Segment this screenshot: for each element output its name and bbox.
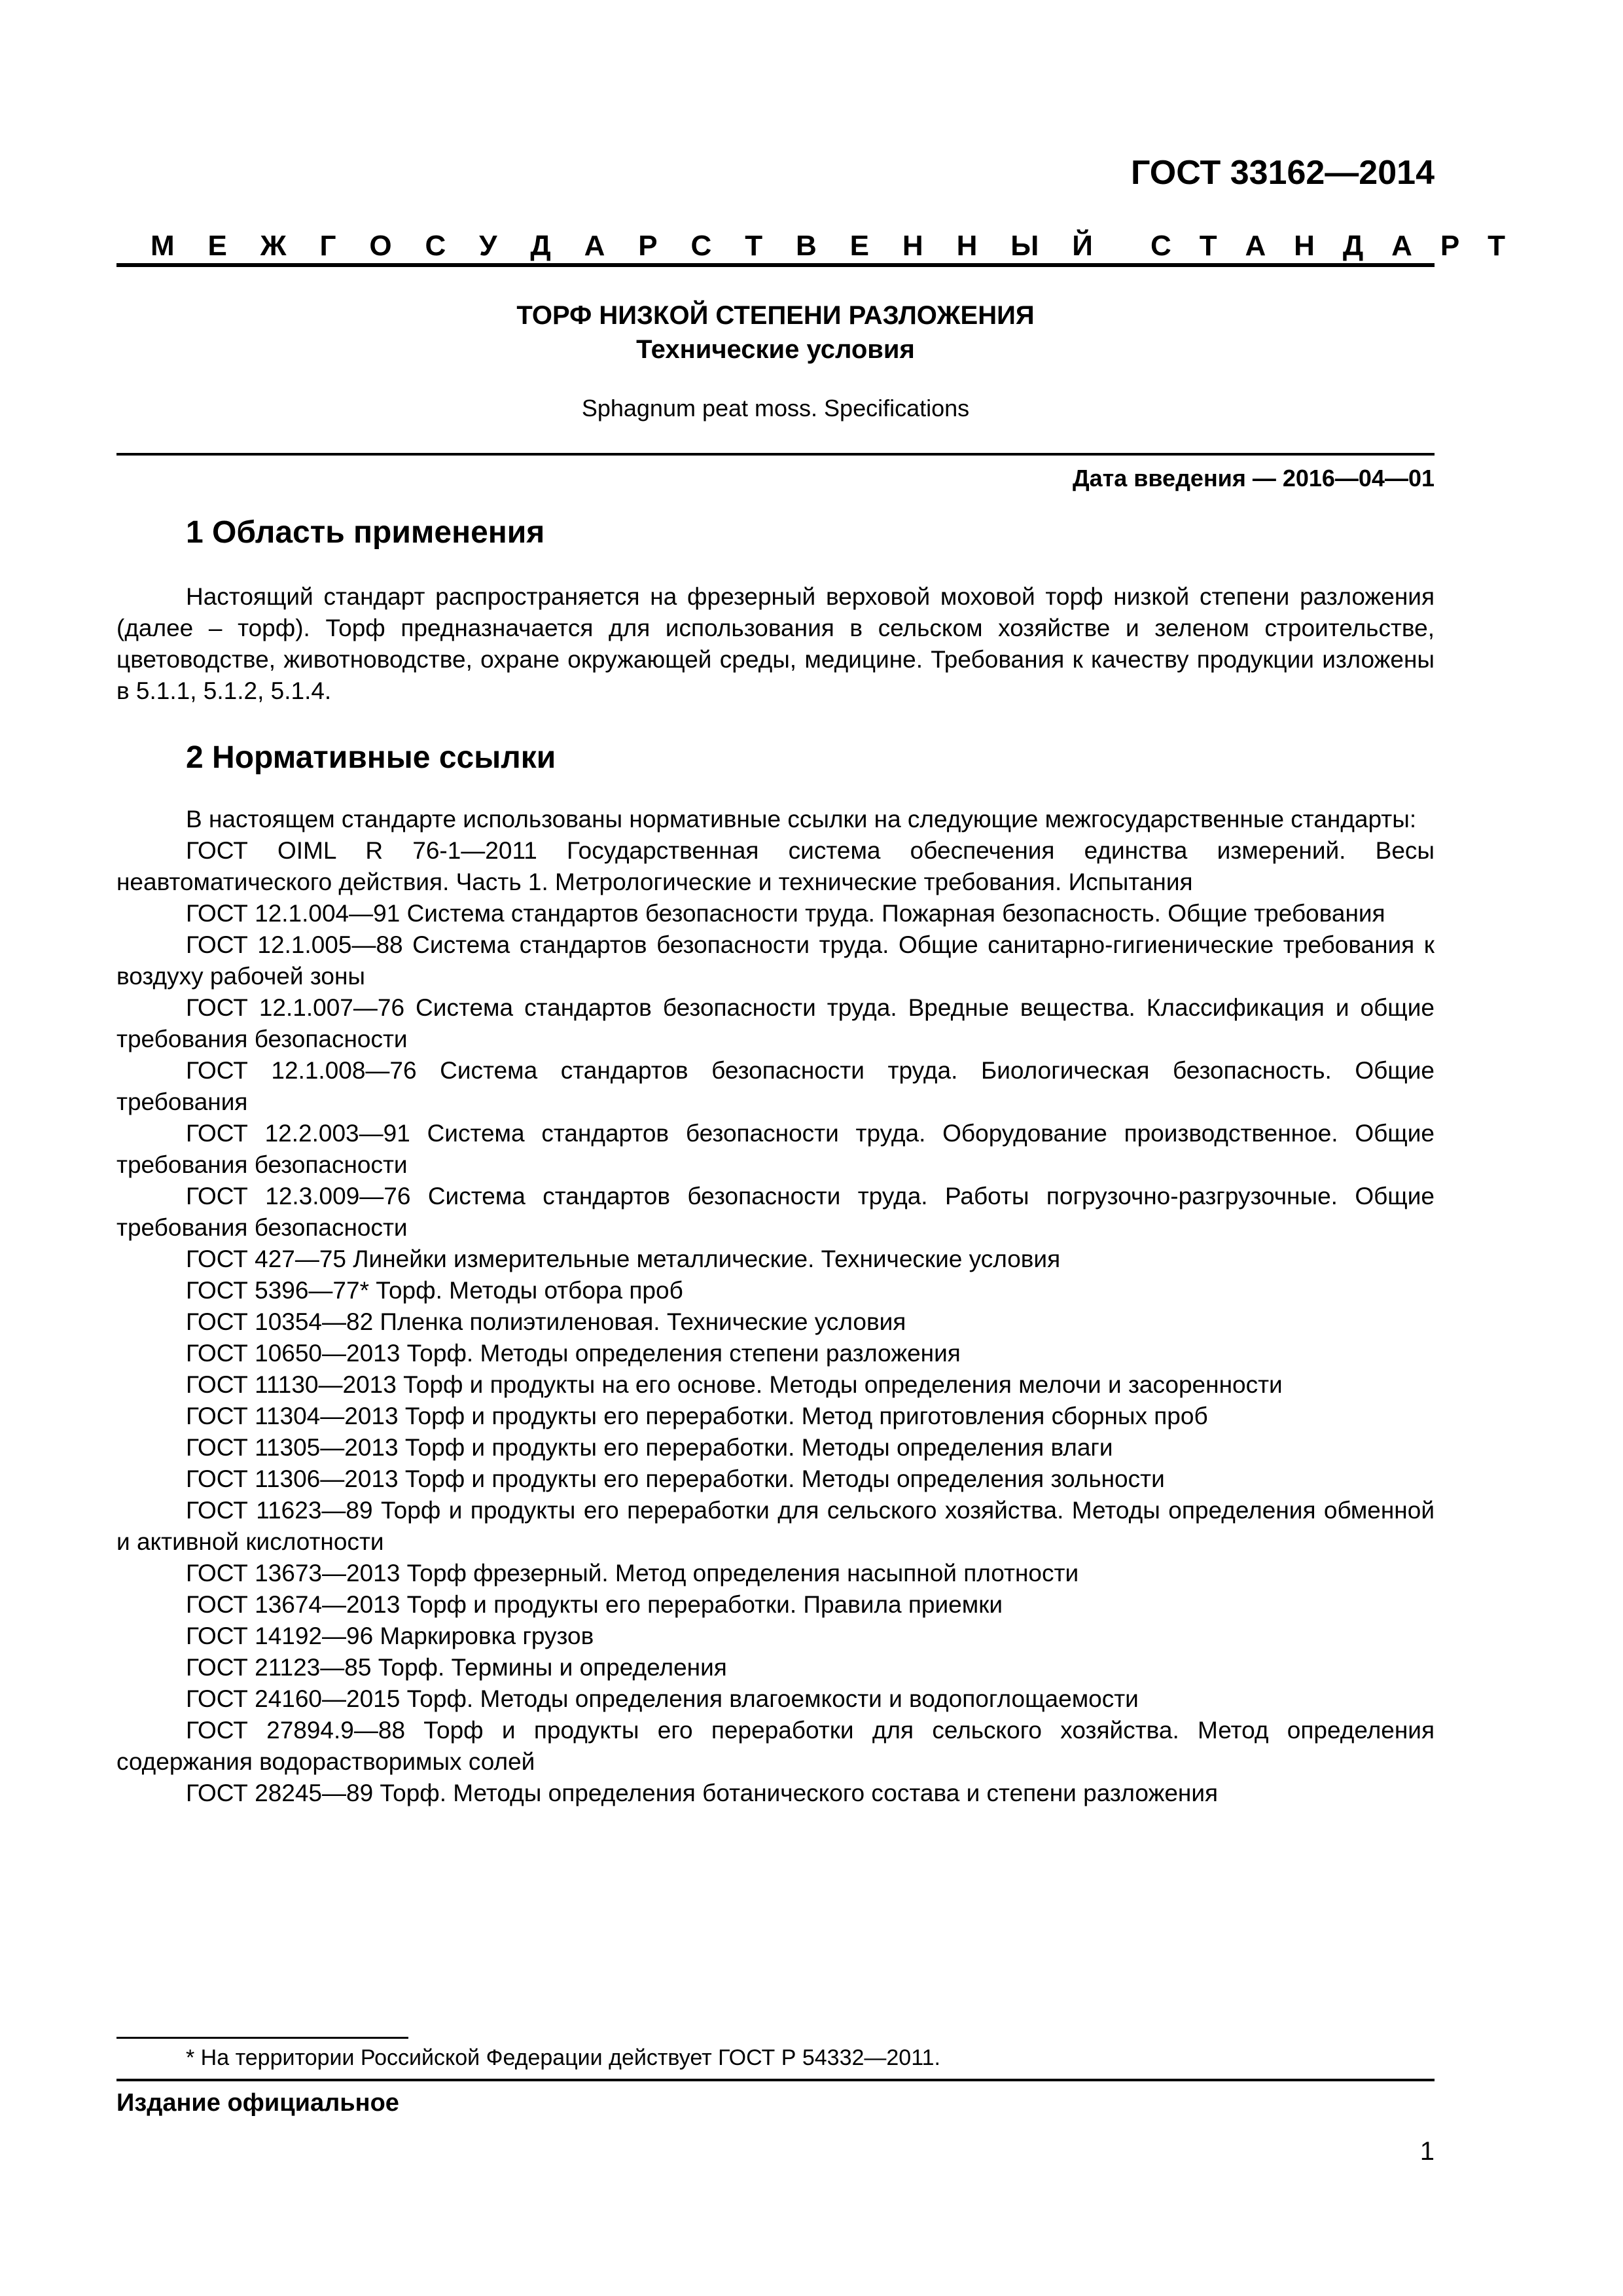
word2-letter: Д <box>1342 230 1364 262</box>
word1-letter: С <box>690 230 712 262</box>
reference-item: ГОСТ 11623—89 Торф и продукты его переработки для сельского хозяйства. Методы определения обменной и активной кислотности <box>116 1497 1435 1555</box>
word2-letter: Т <box>1488 230 1505 262</box>
word1-letter: М <box>151 230 175 262</box>
word1-letter: О <box>369 230 392 262</box>
word1-letter: Г <box>319 230 336 262</box>
header-band-interstate-standard <box>116 226 1505 266</box>
word2-letter: Р <box>1440 230 1460 262</box>
reference-item: ГОСТ 27894.9—88 Торф и продукты его переработки для сельского хозяйства. Метод определения содержания водорастворимых солей <box>116 1717 1435 1775</box>
section-1-body <box>116 581 1435 707</box>
header-band-word-2 <box>1150 226 1505 266</box>
edition-label: Издание официальное <box>116 2089 399 2117</box>
reference-item: ГОСТ 12.2.003—91 Система стандартов безопасности труда. Оборудование производственное. Общие требования безопасности <box>116 1120 1435 1178</box>
reference-item: ГОСТ 5396—77* Торф. Методы отбора проб <box>186 1277 683 1304</box>
word1-letter: Й <box>1072 230 1093 262</box>
reference-item: ГОСТ 11306—2013 Торф и продукты его переработки. Методы определения зольности <box>186 1465 1165 1492</box>
document-number: ГОСТ 33162—2014 <box>1131 154 1435 192</box>
word1-letter: Е <box>849 230 870 262</box>
word2-letter: С <box>1150 230 1171 262</box>
word1-letter: Т <box>745 230 763 262</box>
reference-item: ГОСТ OIML R 76-1—2011 Государственная система обеспечения единства измерений. Весы неавтоматического действия. Часть 1. Метрологические и технические требования. Испытания <box>116 837 1435 895</box>
reference-item: ГОСТ 12.1.007—76 Система стандартов безопасности труда. Вредные вещества. Классификация и общие требования безопасности <box>116 994 1435 1052</box>
header-band-word-1 <box>151 226 1093 266</box>
word1-letter: Е <box>207 230 227 262</box>
word2-letter: Н <box>1294 230 1315 262</box>
header-rule <box>116 263 1435 267</box>
reference-item: ГОСТ 10650—2013 Торф. Методы определения степени разложения <box>186 1340 961 1367</box>
footer-rule <box>116 2079 1435 2081</box>
page-number: 1 <box>1419 2137 1435 2166</box>
english-title: Sphagnum peat moss. Specifications <box>581 395 970 422</box>
document-title: ТОРФ НИЗКОЙ СТЕПЕНИ РАЗЛОЖЕНИЯ <box>516 301 1035 330</box>
reference-item: ГОСТ 13674—2013 Торф и продукты его переработки. Правила приемки <box>186 1591 1003 1618</box>
word1-letter: У <box>479 230 497 262</box>
title-rule <box>116 453 1435 456</box>
reference-item: ГОСТ 13673—2013 Торф фрезерный. Метод определения насыпной плотности <box>186 1560 1079 1587</box>
references-intro: В настоящем стандарте использованы нормативные ссылки на следующие межгосударственные стандарты: <box>186 806 1417 833</box>
reference-item: ГОСТ 12.3.009—76 Система стандартов безопасности труда. Работы погрузочно-разгрузочные. Общие требования безопасности <box>116 1183 1435 1241</box>
references-list <box>116 835 1435 1809</box>
reference-item: ГОСТ 14192—96 Маркировка грузов <box>186 1623 594 1649</box>
reference-item: ГОСТ 11305—2013 Торф и продукты его переработки. Методы определения влаги <box>186 1434 1113 1461</box>
reference-item: ГОСТ 28245—89 Торф. Методы определения ботанического состава и степени разложения <box>186 1780 1219 1806</box>
reference-item: ГОСТ 10354—82 Пленка полиэтиленовая. Технические условия <box>186 1308 906 1335</box>
section-2-heading: 2 Нормативные ссылки <box>186 740 556 775</box>
word1-letter: Н <box>902 230 923 262</box>
word1-letter: А <box>584 230 605 262</box>
word2-letter: А <box>1245 230 1266 262</box>
word2-letter: Т <box>1199 230 1217 262</box>
reference-item: ГОСТ 11130—2013 Торф и продукты на его основе. Методы определения мелочи и засоренности <box>186 1371 1283 1398</box>
word1-letter: Н <box>956 230 978 262</box>
footnote-text: * На территории Российской Федерации действует ГОСТ Р 54332—2011. <box>186 2045 940 2070</box>
word1-letter: Д <box>530 230 551 262</box>
reference-item: ГОСТ 11304—2013 Торф и продукты его переработки. Метод приготовления сборных проб <box>186 1403 1208 1429</box>
reference-item: ГОСТ 21123—85 Торф. Термины и определения <box>186 1654 727 1681</box>
word1-letter: Ы <box>1010 230 1039 262</box>
word1-letter: Ж <box>260 230 287 262</box>
word2-letter: А <box>1391 230 1412 262</box>
footnote-rule <box>116 2037 408 2039</box>
footnote <box>116 2043 1435 2072</box>
introduction-date: Дата введения — 2016—04—01 <box>1072 465 1435 492</box>
reference-item: ГОСТ 427—75 Линейки измерительные металлические. Технические условия <box>186 1246 1061 1272</box>
word1-letter: С <box>425 230 446 262</box>
word1-letter: Р <box>638 230 658 262</box>
word1-letter: В <box>796 230 817 262</box>
reference-item: ГОСТ 12.1.008—76 Система стандартов безопасности труда. Биологическая безопасность. Общие требования <box>116 1057 1435 1115</box>
section-1-heading: 1 Область применения <box>186 515 545 550</box>
reference-item: ГОСТ 12.1.004—91 Система стандартов безопасности труда. Пожарная безопасность. Общие требования <box>186 900 1385 927</box>
section-1-paragraph: Настоящий стандарт распространяется на фрезерный верховой моховой торф низкой степени разложения (далее – торф). Торф предназначается для использования в сельском хозяйстве и зеленом строительстве, цветоводстве, животноводстве, охране окружающей среды, медицине. Требования к качеству продукции изложены в 5.1.1, 5.1.2, 5.1.4. <box>116 583 1435 704</box>
reference-item: ГОСТ 12.1.005—88 Система стандартов безопасности труда. Общие санитарно-гигиенические требования к воздуху рабочей зоны <box>116 931 1435 990</box>
normative-references <box>116 804 1435 1809</box>
reference-item: ГОСТ 24160—2015 Торф. Методы определения влагоемкости и водопоглощаемости <box>186 1685 1139 1712</box>
document-subtitle: Технические условия <box>636 335 915 364</box>
